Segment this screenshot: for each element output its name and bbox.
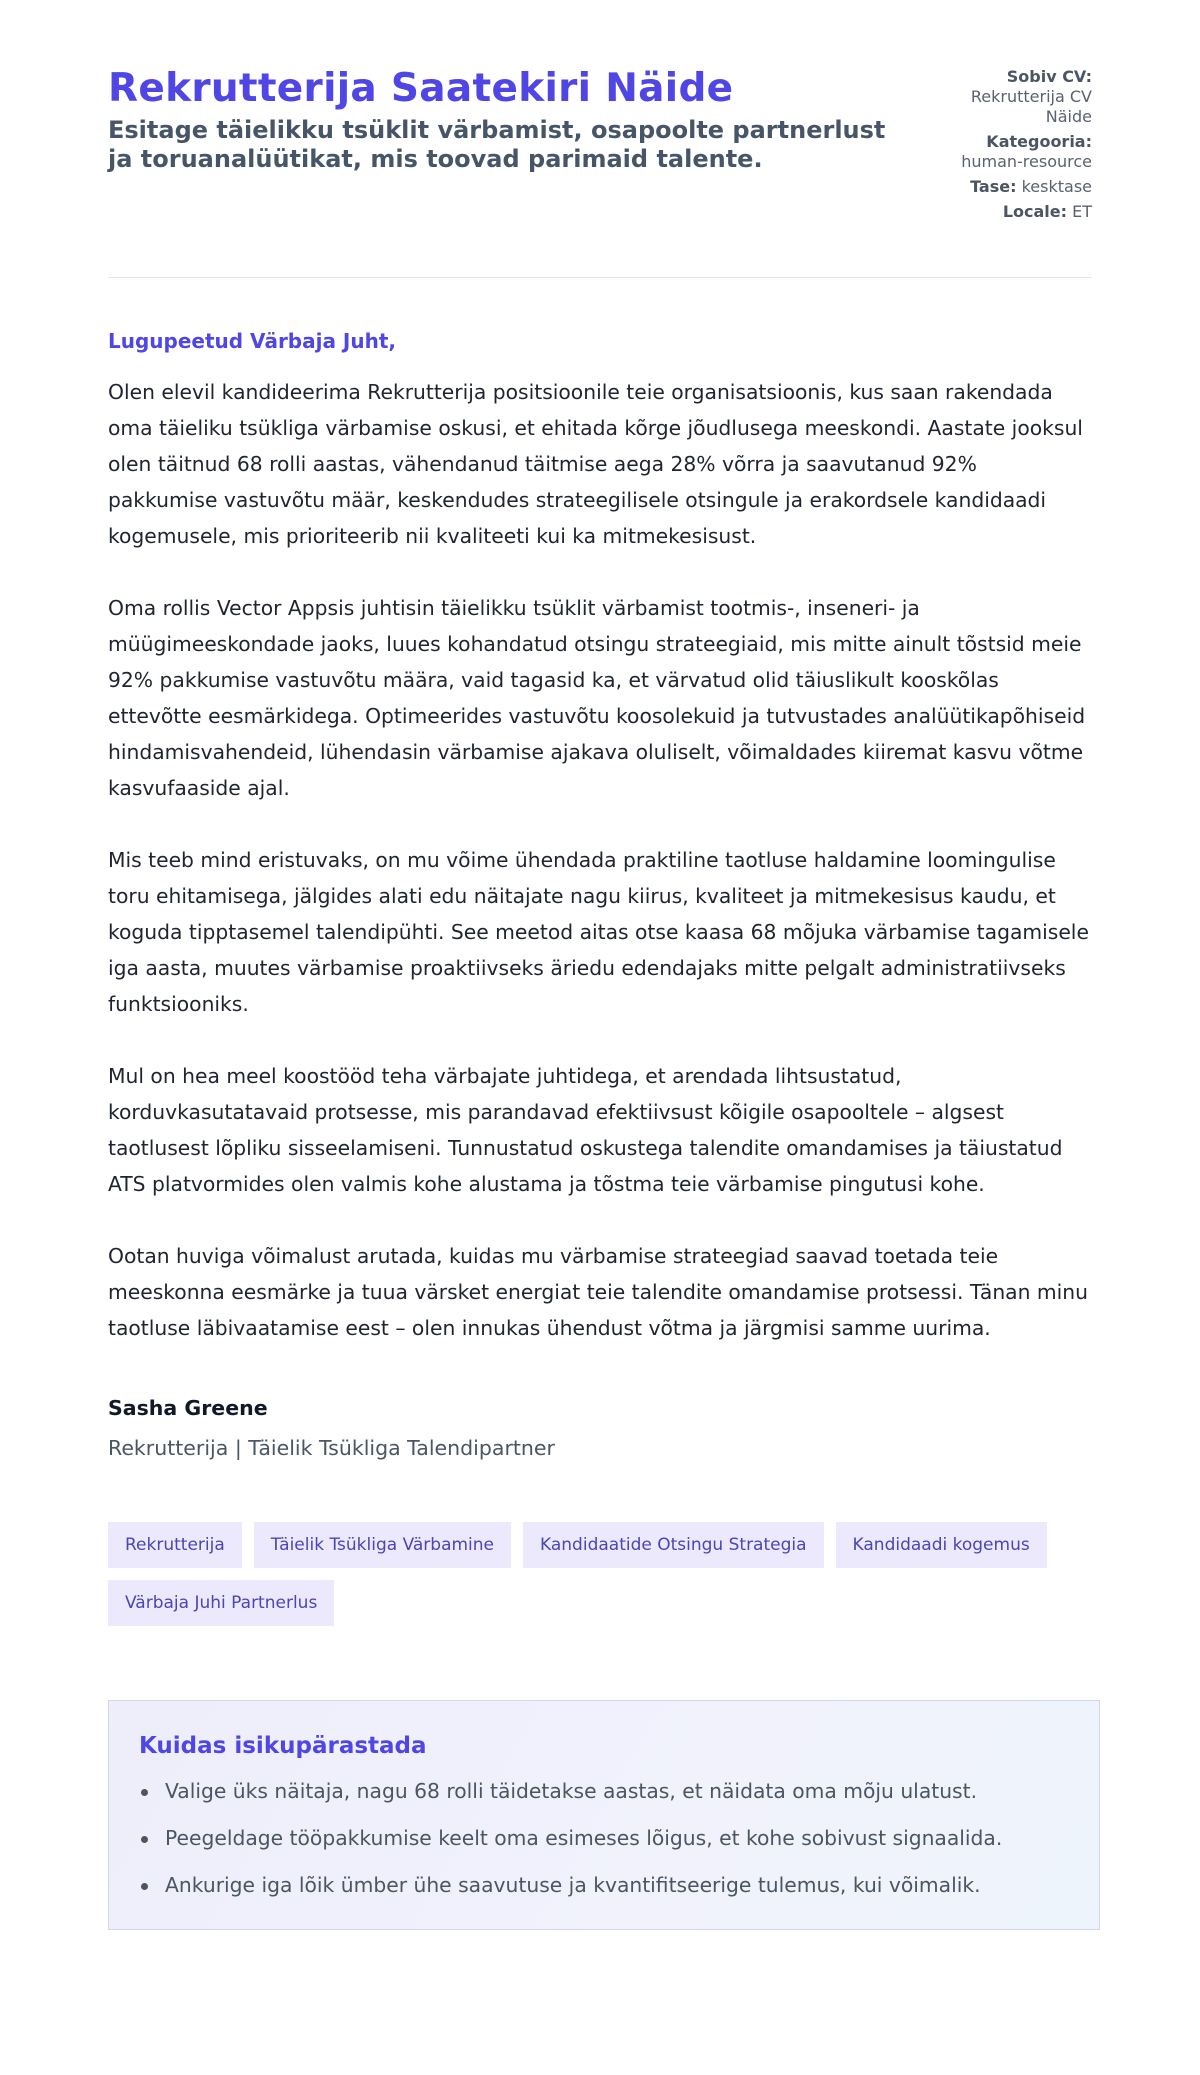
bullet-icon <box>141 1836 148 1843</box>
meta-fit-label: Sobiv CV: <box>1006 67 1092 86</box>
meta-category-value: human-resource <box>961 152 1092 171</box>
signature-role: Rekrutterija | Täielik Tsükliga Talendipartner <box>108 1436 555 1460</box>
signature-block <box>108 1394 1092 1462</box>
tips-item-text: Ankurige iga lõik ümber ühe saavutuse ja kvantifitseerige tulemus, kui võimalik. <box>165 1873 981 1897</box>
letter-paragraph: Oma rollis Vector Appsis juhtisin täielikku tsüklit värbamist tootmis-, inseneri- ja müügimeeskondade jaoks, luues kohandatud otsingu strateegiaid, mis mitte ainult tõstsid meie 92% pakkumise vastuvõtu määra, vaid tagasid ka, et värvatud olid täiuslikult kooskõlas ettevõtte eesmärkidega. Optimeerides vastuvõtu koosolekuid ja tutvustades analüütikapõhiseid hindamisvahendeid, lühendasin värbamise ajakava oluliselt, võimaldades kiiremat kasvu võtme kasvufaaside ajal. <box>108 596 1086 800</box>
letter-paragraph: Mul on hea meel koostööd teha värbajate juhtidega, et arendada lihtsustatud, korduvkasutatavaid protsesse, mis parandavad efektiivsust kõigile osapooltele – algsest taotlusest lõpliku sisseelamiseni. Tunnustatud oskustega talendite omandamises ja täiustatud ATS platvormides olen valmis kohe alustama ja tõstma teie värbamise pingutusi kohe. <box>108 1064 1063 1196</box>
bullet-icon <box>141 1883 148 1890</box>
meta-locale <box>922 202 1092 222</box>
header-titles <box>108 64 888 174</box>
letter-paragraph: Olen elevil kandideerima Rekrutterija positsioonile teie organisatsioonis, kus saan rakendada oma täieliku tsükliga värbamise oskusi, et ehitada kõrge jõudlusega meeskondi. Aastate jooksul olen täitnud 68 rolli aastas, vähendanud täitmise aega 28% võrra ja saavutanud 92% pakkumise vastuvõtu määr, keskendudes strateegilisele otsingule ja erakordsele kandidaadi kogemusele, mis prioriteerib nii kvaliteeti kui ka mitmekesisust. <box>108 380 1083 548</box>
meta-fit-value: Rekrutterija CV Näide <box>970 87 1092 126</box>
letter-salutation: Lugupeetud Värbaja Juht, <box>108 329 397 353</box>
letter-paragraph: Ootan huviga võimalust arutada, kuidas mu värbamise strateegiad saavad toetada teie meeskonna eesmärke ja tuua värsket energiat teie talendite omandamise protsessi. Tänan minu taotluse läbivaatamise eest – olen innukas ühendust võtma ja järgmisi samme uurima. <box>108 1244 1089 1340</box>
tag-list <box>108 1522 1108 1626</box>
tips-item-text: Peegeldage tööpakkumise keelt oma esimeses lõigus, et kohe sobivust signaalida. <box>165 1826 1003 1850</box>
tips-item <box>139 1824 1069 1852</box>
tag-chip[interactable]: Rekrutterija <box>108 1522 242 1568</box>
bullet-icon <box>141 1789 148 1796</box>
meta-level-value: kesktase <box>1021 177 1092 196</box>
page-header <box>108 64 1092 278</box>
tag-chip[interactable]: Täielik Tsükliga Värbamine <box>254 1522 511 1568</box>
meta-level-label: Tase: <box>970 177 1017 196</box>
tag-chip[interactable]: Värbaja Juhi Partnerlus <box>108 1580 334 1626</box>
letter-paragraph: Mis teeb mind eristuvaks, on mu võime ühendada praktiline taotluse haldamine loomingulise toru ehitamisega, jälgides alati edu näitajate nagu kiirus, kvaliteet ja mitmekesisus kaudu, et koguda tipptasemel talendipühti. See meetod aitas otse kaasa 68 mõjuka värbamise tagamisele iga aasta, muutes värbamise proaktiivseks äriedu edendajaks mitte pelgalt administratiivseks funktsiooniks. <box>108 848 1089 1016</box>
letter-body <box>108 374 1092 1346</box>
tips-item <box>139 1871 1069 1899</box>
tag-chip[interactable]: Kandidaatide Otsingu Strategia <box>523 1522 824 1568</box>
meta-locale-value: ET <box>1072 202 1092 221</box>
meta-level <box>922 177 1092 197</box>
tag-chip[interactable]: Kandidaadi kogemus <box>836 1522 1047 1568</box>
meta-fit <box>922 67 1092 127</box>
personalize-tips-box <box>108 1700 1100 1930</box>
page-title: Rekrutterija Saatekiri Näide <box>108 66 734 111</box>
page-subtitle: Esitage täielikku tsüklit värbamist, osapoolte partnerlust ja toruanalüütikat, mis toovad parimaid talente. <box>108 116 886 173</box>
meta-category <box>922 132 1092 172</box>
tips-title: Kuidas isikupärastada <box>139 1733 427 1759</box>
meta-panel <box>922 64 1092 227</box>
signature-name: Sasha Greene <box>108 1396 268 1420</box>
tips-list <box>139 1777 1069 1899</box>
tips-item <box>139 1777 1069 1805</box>
meta-locale-label: Locale: <box>1002 202 1068 221</box>
meta-category-label: Kategooria: <box>986 132 1092 151</box>
tips-item-text: Valige üks näitaja, nagu 68 rolli täidetakse aastas, et näidata oma mõju ulatust. <box>165 1779 978 1803</box>
